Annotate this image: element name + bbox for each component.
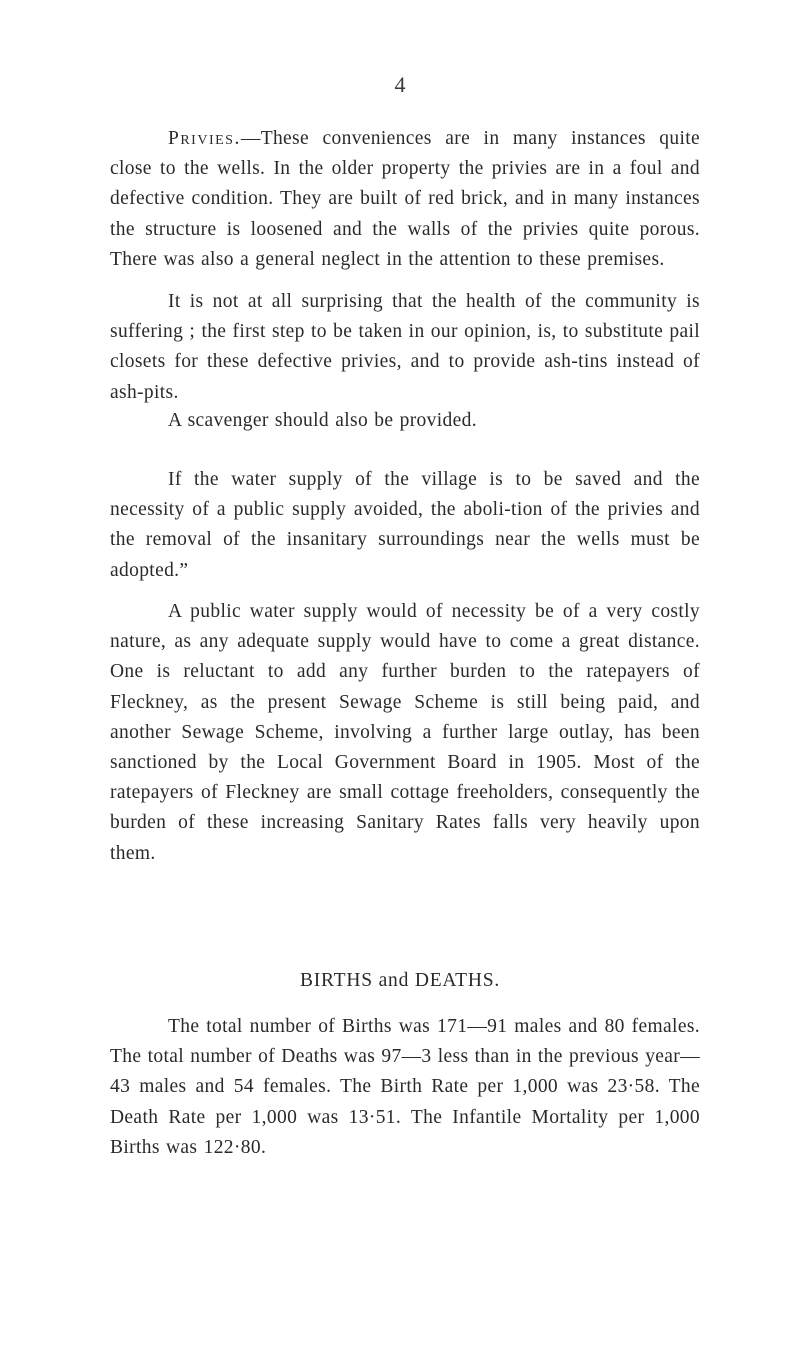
births-deaths-paragraph: The total number of Births was 171—91 males and 80 females. The total number of Deaths was 97—3 less than in the previous year—43 males and 54 females. The Birth Rate per 1,000 was 23·58. The Death Rate per 1,000 was 13·51. The Infantile Mortality per 1,000 Births was 122·80. [110, 1016, 700, 1158]
scavenger-paragraph-block [110, 406, 700, 436]
public-supply-paragraph: A public water supply would of necessity be of a very costly nature, as any adequate supply would have to come a great distance. One is reluctant to add any further burden to the ratepayers of Fleckney, as the present Sewage Scheme is still being paid, and another Sewage Scheme, involving a further large outlay, has been sanctioned by the Local Government Board in 1905. Most of the ratepayers of Fleckney are small cottage freeholders, consequently the burden of these increasing Sanitary Rates falls very heavily upon them. [110, 601, 700, 864]
privies-text: —These conveniences are in many instances quite close to the wells. In the older property the privies are in a foul and defective condition. They are built of red brick, and in many instances the structure is loosened and the walls of the privies quite porous. There was also a general neglect in the attention to these premises. [110, 128, 700, 270]
health-paragraph: It is not at all surprising that the health of the community is suffering ; the first step to be taken in our opinion, is, to substitute pail closets for these defective privies, and to provide ash-tins instead of ash-pits. [110, 291, 700, 403]
page-number: 4 [394, 72, 406, 97]
privies-paragraph [110, 124, 700, 275]
health-paragraph-block [110, 287, 700, 408]
water-paragraph: If the water supply of the village is to be saved and the necessity of a public supply avoided, the aboli-tion of the privies and the removal of the insanitary surroundings near the wells must be adopted.” [110, 469, 700, 581]
scavenger-paragraph: A scavenger should also be provided. [168, 410, 477, 431]
privies-paragraph-block [110, 124, 700, 275]
births-deaths-paragraph-block [110, 1012, 700, 1163]
births-deaths-heading: BIRTHS and DEATHS. [299, 970, 501, 991]
water-paragraph-block [110, 465, 700, 586]
privies-lead-word: Privies. [168, 128, 241, 149]
public-supply-paragraph-block [110, 597, 700, 869]
